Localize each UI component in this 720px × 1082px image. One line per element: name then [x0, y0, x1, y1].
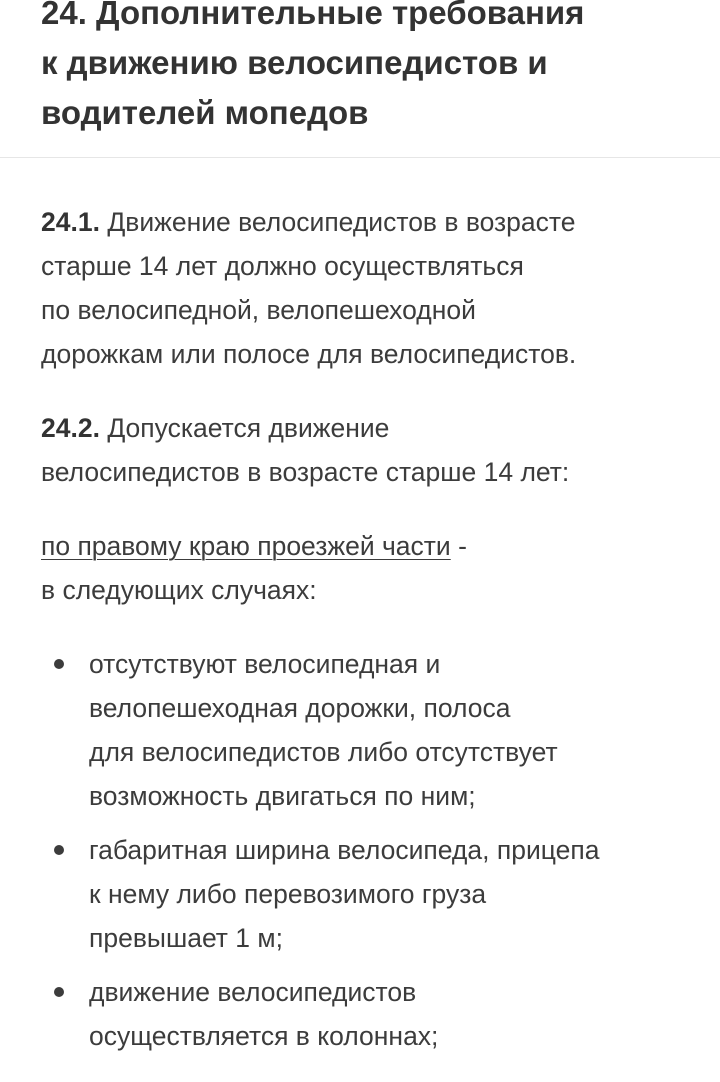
list-item-line: велопешеходная дорожки, полоса [89, 693, 511, 723]
list-item-line: движение велосипедистов [89, 977, 417, 1007]
link-suffix: - [450, 531, 467, 561]
right-edge-paragraph [41, 524, 691, 612]
list-item [41, 970, 691, 1058]
paragraph-line: дорожкам или полосе для велосипедистов. [41, 339, 577, 369]
paragraph-line: по велосипедной, велопешеходной [41, 295, 476, 325]
bullet-icon [54, 987, 64, 997]
list-item-line: отсутствуют велосипедная и [89, 649, 441, 679]
list-item-line: к нему либо перевозимого груза [89, 879, 487, 909]
title-line: водителей мопедов [41, 94, 369, 131]
paragraph-text: Допускается движение [99, 413, 390, 443]
paragraph-24-2 [41, 406, 691, 494]
section-number: 24.1. [41, 207, 100, 237]
list-item-line: габаритная ширина велосипеда, прицепа [89, 835, 600, 865]
right-edge-link[interactable]: по правому краю проезжей части [41, 531, 451, 561]
paragraph-line: старше 14 лет должно осуществляться [41, 251, 524, 281]
title-line: к движению велосипедистов и [41, 44, 548, 81]
conditions-list [41, 642, 691, 1068]
paragraph-line [41, 406, 691, 450]
list-item [41, 642, 691, 818]
bullet-icon [54, 845, 64, 855]
page-title [41, 0, 681, 138]
list-item-line: превышает 1 м; [89, 923, 283, 953]
paragraph-line: в следующих случаях: [41, 575, 317, 605]
list-item-line: возможность двигаться по ним; [89, 781, 476, 811]
bullet-icon [54, 659, 64, 669]
paragraph-24-1 [41, 200, 691, 376]
paragraph-text: Движение велосипедистов в возрасте [99, 207, 576, 237]
section-number: 24.2. [41, 413, 100, 443]
page-header [0, 0, 720, 158]
title-line: 24. Дополнительные требования [41, 0, 585, 31]
paragraph-line [41, 200, 691, 244]
list-item-line: осуществляется в колоннах; [89, 1021, 439, 1051]
paragraph-line [41, 524, 691, 568]
paragraph-line: велосипедистов в возрасте старше 14 лет: [41, 457, 570, 487]
list-item-line: для велосипедистов либо отсутствует [89, 737, 558, 767]
list-item [41, 828, 691, 960]
